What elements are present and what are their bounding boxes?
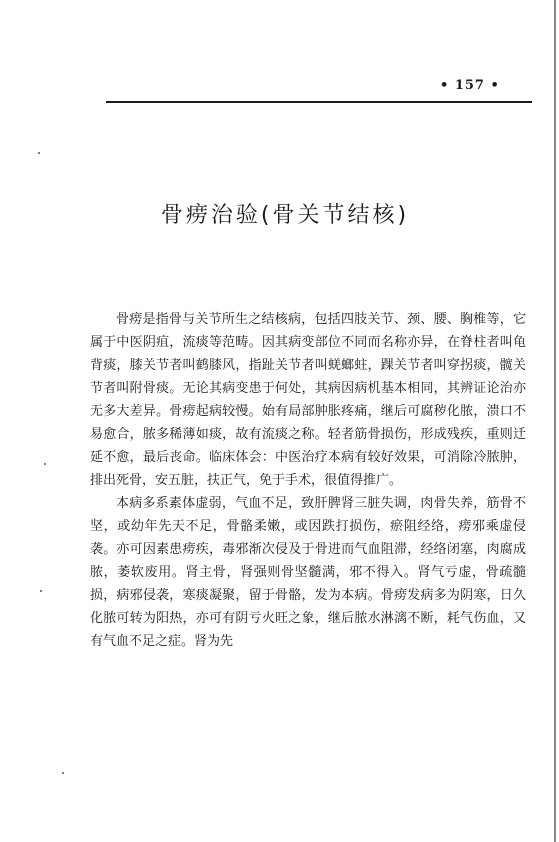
paragraph-2: 本病多系素体虚弱，气血不足，致肝脾肾三脏失调，肉骨失养，筋骨不坚，或幼年先天不足，骨骼柔嫩，或因跌打损伤，瘀阻经络，痨邪乘虚侵袭。亦可因素患痨疾，毒邪渐次侵及于骨进而气血阻滞，经络闭塞，肉腐成脓，萎软废用。肾主骨，肾强则骨坚髓满，邪不得入。肾气亏虚，骨疏髓损，病邪侵袭，寒痰凝聚，留于骨骼，发为本病。骨痨发病多为阴寒，日久化脓可转为阳热，亦可有阴亏火旺之象，继后脓水淋漓不断，耗气伤血，又有气血不足之症。肾为先	[90, 496, 526, 649]
page-edge-line	[554, 0, 556, 842]
page-number: • 157 •	[440, 78, 500, 93]
speck	[38, 152, 40, 154]
header-rule	[106, 101, 532, 103]
speck	[62, 772, 64, 774]
section-title: 骨痨治验(骨关节结核)	[160, 203, 410, 228]
speck	[40, 590, 42, 592]
body-text	[90, 308, 526, 653]
speck	[44, 463, 46, 465]
paragraph-1: 骨痨是指骨与关节所生之结核病，包括四肢关节、颈、腰、胸椎等，它属于中医阴疽，流痰等范畴。因其病变部位不同而名称亦异，在脊柱者叫龟背痰，膝关节者叫鹤膝风，指趾关节者叫蜣螂蛀，踝关节者叫穿拐痰，髋关节者叫附骨痰。无论其病变患于何处，其病因病机基本相同，其辨证论治亦无多大差异。骨痨起病较慢。始有局部肿胀疼痛，继后可腐秽化脓，溃口不易愈合，脓多稀薄如痰，故有流痰之称。轻者筋骨损伤，形成残疾，重则迁延不愈，最后丧命。临床体会：中医治疗本病有较好效果，可消除冷脓肿，排出死骨，安五脏，扶正气，免于手术，很值得推广。	[90, 312, 526, 488]
